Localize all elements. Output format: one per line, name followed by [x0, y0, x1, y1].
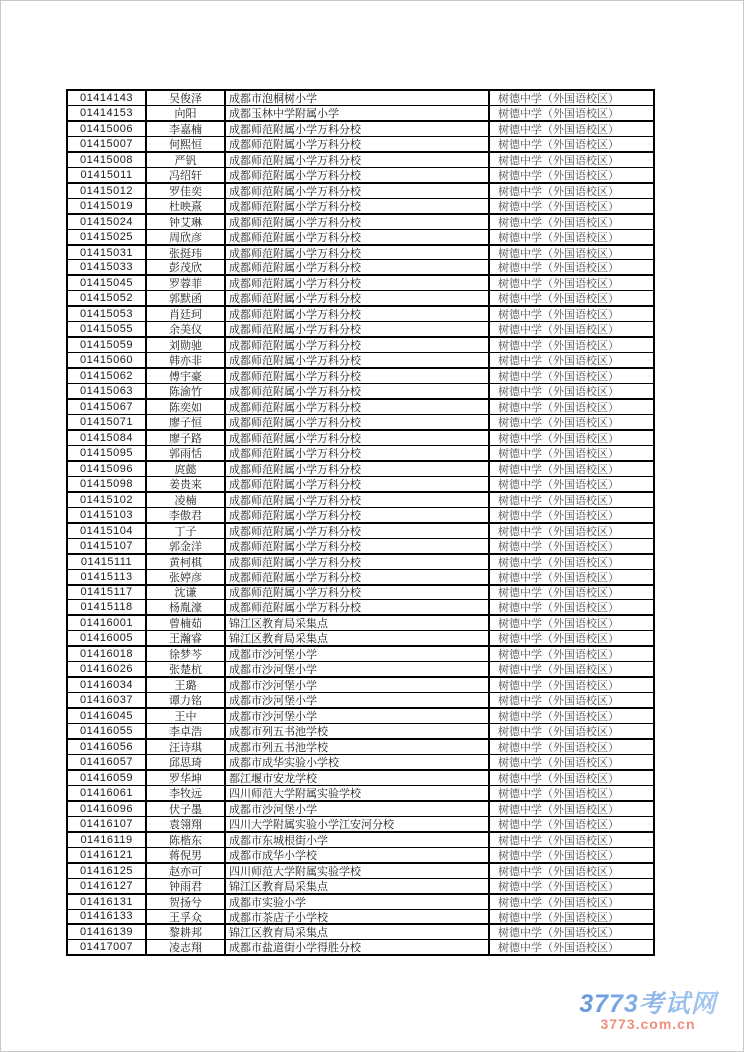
student-name-cell: 蒋倪男 — [147, 848, 226, 862]
table-row — [68, 400, 653, 415]
destination-cell: 树德中学（外国语校区） — [498, 169, 619, 182]
school-cell: 成都师范附属小学万科分校 — [226, 600, 490, 614]
student-name-cell: 张挺玮 — [147, 246, 226, 260]
school-cell: 成都市成华实验小学校 — [226, 755, 490, 769]
school-cell: 锦江区教育局采集点 — [226, 631, 490, 645]
school-cell: 成都师范附属小学万科分校 — [226, 137, 490, 151]
student-name-cell: 冯绍轩 — [147, 168, 226, 182]
student-id-cell: 01415071 — [68, 415, 147, 429]
school-cell: 四川师范大学附属实验学校 — [226, 786, 490, 800]
student-name-cell: 庹懿 — [147, 462, 226, 476]
destination-cell: 树德中学（外国语校区） — [498, 402, 619, 415]
table-row — [68, 848, 653, 864]
student-name-cell: 傅宇豪 — [147, 369, 226, 383]
school-cell: 成都市茶店子小学校 — [226, 910, 490, 924]
school-cell: 成都市沙河堡小学 — [226, 678, 490, 692]
destination-cell: 树德中学（外国语校区） — [498, 216, 619, 229]
school-cell: 成都师范附属小学万科分校 — [226, 477, 490, 491]
school-cell: 成都师范附属小学万科分校 — [226, 493, 490, 507]
school-cell: 成都师范附属小学万科分校 — [226, 415, 490, 429]
destination-cell: 树德中学（外国语校区） — [498, 803, 619, 816]
student-name-cell: 黎耕邦 — [147, 925, 226, 939]
destination-cell: 树德中学（外国语校区） — [498, 680, 619, 693]
table-row — [68, 864, 653, 879]
student-table — [66, 89, 655, 956]
school-cell: 成都师范附属小学万科分校 — [226, 384, 490, 398]
school-cell: 成都师范附属小学万科分校 — [226, 446, 490, 460]
student-name-cell: 罗蓉菲 — [147, 276, 226, 290]
student-name-cell: 何熙恒 — [147, 137, 226, 151]
student-name-cell: 王中 — [147, 709, 226, 723]
student-name-cell: 彭茂欣 — [147, 260, 226, 274]
student-id-cell: 01415031 — [68, 246, 147, 260]
destination-cell: 树德中学（外国语校区） — [498, 587, 619, 600]
student-name-cell: 肖廷珂 — [147, 307, 226, 321]
student-id-cell: 01415117 — [68, 586, 147, 600]
destination-cell: 树德中学（外国语校区） — [498, 618, 619, 631]
table-row — [68, 678, 653, 693]
student-id-cell: 01416119 — [68, 833, 147, 847]
student-id-cell: 01415111 — [68, 555, 147, 569]
school-cell: 成都师范附属小学万科分校 — [226, 246, 490, 260]
table-row — [68, 555, 653, 570]
destination-cell: 树德中学（外国语校区） — [498, 540, 619, 553]
destination-cell: 树德中学（外国语校区） — [498, 664, 619, 677]
school-cell: 成都师范附属小学万科分校 — [226, 524, 490, 538]
student-name-cell: 李卓浩 — [147, 724, 226, 738]
student-name-cell: 郭金洋 — [147, 539, 226, 553]
destination-cell: 树德中学（外国语校区） — [498, 880, 619, 893]
school-cell: 成都市实验小学 — [226, 895, 490, 909]
table-row — [68, 508, 653, 524]
student-name-cell: 王瀚睿 — [147, 631, 226, 645]
table-row — [68, 291, 653, 307]
table-row — [68, 199, 653, 215]
destination-cell: 树德中学（外国语校区） — [498, 772, 619, 785]
school-cell: 成都市沙河堡小学 — [226, 693, 490, 707]
school-cell: 成都市东城根街小学 — [226, 833, 490, 847]
student-name-cell: 徐梦芩 — [147, 647, 226, 661]
school-cell: 成都市沙河堡小学 — [226, 647, 490, 661]
destination-cell: 树德中学（外国语校区） — [498, 185, 619, 198]
student-id-cell: 01415059 — [68, 338, 147, 352]
destination-cell: 树德中学（外国语校区） — [498, 463, 619, 476]
table-row — [68, 524, 653, 539]
school-cell: 四川大学附属实验小学江安河分校 — [226, 817, 490, 831]
school-cell: 成都师范附属小学万科分校 — [226, 276, 490, 290]
table-row — [68, 246, 653, 261]
destination-cell: 树德中学（外国语校区） — [498, 911, 619, 924]
destination-cell: 树德中学（外国语校区） — [498, 942, 619, 955]
table-row — [68, 415, 653, 431]
table-row — [68, 493, 653, 508]
table-row — [68, 895, 653, 910]
student-id-cell: 01415096 — [68, 462, 147, 476]
student-id-cell: 01417007 — [68, 940, 147, 954]
destination-cell: 树德中学（外国语校区） — [498, 478, 619, 491]
student-name-cell: 周欣彦 — [147, 230, 226, 244]
watermark — [563, 991, 733, 1032]
student-name-cell: 姜贵来 — [147, 477, 226, 491]
student-name-cell: 丁子 — [147, 524, 226, 538]
student-name-cell: 钟艾琳 — [147, 215, 226, 229]
student-name-cell: 罗佳奕 — [147, 184, 226, 198]
school-cell: 成都师范附属小学万科分校 — [226, 400, 490, 414]
school-cell: 成都市成华小学校 — [226, 848, 490, 862]
student-name-cell: 张楚杭 — [147, 662, 226, 676]
student-name-cell: 汪诗琪 — [147, 740, 226, 754]
destination-cell: 树德中学（外国语校区） — [498, 818, 619, 831]
table-row — [68, 600, 653, 616]
destination-cell: 树德中学（外国语校区） — [498, 417, 619, 429]
watermark-domain: 3773.com.cn — [600, 1016, 696, 1032]
table-row — [68, 940, 653, 954]
destination-cell: 树德中学（外国语校区） — [498, 200, 619, 213]
student-id-cell: 01415063 — [68, 384, 147, 398]
table-row — [68, 771, 653, 786]
destination-cell: 树德中学（外国语校区） — [498, 787, 619, 800]
destination-cell: 树德中学（外国语校区） — [498, 231, 619, 244]
student-id-cell: 01416139 — [68, 925, 147, 939]
student-id-cell: 01415060 — [68, 353, 147, 367]
table-row — [68, 446, 653, 462]
destination-cell: 树德中学（外国语校区） — [498, 711, 619, 724]
student-name-cell: 贺扬兮 — [147, 895, 226, 909]
table-row — [68, 338, 653, 353]
destination-cell: 树德中学（外国语校区） — [498, 849, 619, 862]
student-name-cell: 黄柯棋 — [147, 555, 226, 569]
school-cell: 成都市沙河堡小学 — [226, 802, 490, 816]
student-name-cell: 刘勋驰 — [147, 338, 226, 352]
student-name-cell: 邱思琦 — [147, 755, 226, 769]
destination-cell: 树德中学（外国语校区） — [498, 123, 619, 136]
student-name-cell: 吴俊泽 — [147, 91, 226, 105]
student-id-cell: 01414153 — [68, 106, 147, 120]
table-row — [68, 910, 653, 926]
table-row — [68, 153, 653, 168]
student-id-cell: 01415025 — [68, 230, 147, 244]
destination-cell: 树德中学（外国语校区） — [498, 602, 619, 615]
table-row — [68, 786, 653, 802]
table-row — [68, 833, 653, 848]
school-cell: 成都市列五书池学校 — [226, 740, 490, 754]
student-name-cell: 李傲君 — [147, 508, 226, 522]
student-id-cell: 01415033 — [68, 260, 147, 274]
student-id-cell: 01415113 — [68, 570, 147, 584]
student-id-cell: 01416096 — [68, 802, 147, 816]
student-name-cell: 李嘉楠 — [147, 122, 226, 136]
school-cell: 成都师范附属小学万科分校 — [226, 431, 490, 445]
destination-cell: 树德中学（外国语校区） — [498, 927, 619, 940]
school-cell: 都江堰市安龙学校 — [226, 771, 490, 785]
student-name-cell: 钟雨君 — [147, 879, 226, 893]
school-cell: 成都市沙河堡小学 — [226, 662, 490, 676]
student-name-cell: 李牧远 — [147, 786, 226, 800]
school-cell: 成都师范附属小学万科分校 — [226, 184, 490, 198]
student-id-cell: 01415084 — [68, 431, 147, 445]
student-id-cell: 01415103 — [68, 508, 147, 522]
school-cell: 成都玉林中学附属小学 — [226, 106, 490, 120]
student-id-cell: 01415102 — [68, 493, 147, 507]
student-name-cell: 谭力铭 — [147, 693, 226, 707]
table-row — [68, 168, 653, 184]
student-id-cell: 01416131 — [68, 895, 147, 909]
student-id-cell: 01415095 — [68, 446, 147, 460]
destination-cell: 树德中学（外国语校区） — [498, 896, 619, 909]
student-name-cell: 郭默函 — [147, 291, 226, 305]
student-id-cell: 01415052 — [68, 291, 147, 305]
student-name-cell: 陈楷东 — [147, 833, 226, 847]
destination-cell: 树德中学（外国语校区） — [498, 525, 619, 538]
destination-cell: 树德中学（外国语校区） — [498, 107, 619, 120]
table-row — [68, 570, 653, 586]
student-id-cell: 01416121 — [68, 848, 147, 862]
student-name-cell: 杜映熹 — [147, 199, 226, 213]
student-name-cell: 陈渝竹 — [147, 384, 226, 398]
destination-cell: 树德中学（外国语校区） — [498, 247, 619, 260]
student-id-cell: 01415008 — [68, 153, 147, 167]
school-cell: 成都师范附属小学万科分校 — [226, 168, 490, 182]
school-cell: 成都师范附属小学万科分校 — [226, 122, 490, 136]
table-row — [68, 462, 653, 477]
school-cell: 成都师范附属小学万科分校 — [226, 369, 490, 383]
table-row — [68, 539, 653, 555]
student-id-cell: 01416061 — [68, 786, 147, 800]
student-name-cell: 凌志翔 — [147, 940, 226, 954]
student-name-cell: 王孚众 — [147, 910, 226, 924]
student-id-cell: 01416055 — [68, 724, 147, 738]
table-row — [68, 817, 653, 833]
student-name-cell: 杨胤濠 — [147, 600, 226, 614]
table-row — [68, 260, 653, 276]
student-id-cell: 01416107 — [68, 817, 147, 831]
table-row — [68, 879, 653, 895]
school-cell: 成都师范附属小学万科分校 — [226, 199, 490, 213]
student-name-cell: 赵亦可 — [147, 864, 226, 878]
student-id-cell: 01415107 — [68, 539, 147, 553]
student-name-cell: 韩亦非 — [147, 353, 226, 367]
student-name-cell: 郭雨恬 — [147, 446, 226, 460]
table-row — [68, 184, 653, 199]
school-cell: 成都师范附属小学万科分校 — [226, 291, 490, 305]
student-id-cell: 01416001 — [68, 616, 147, 630]
table-row — [68, 740, 653, 755]
school-cell: 成都师范附属小学万科分校 — [226, 322, 490, 336]
table-row — [68, 724, 653, 740]
student-id-cell: 01415011 — [68, 168, 147, 182]
destination-cell: 树德中学（外国语校区） — [498, 386, 619, 399]
destination-cell: 树德中学（外国语校区） — [498, 556, 619, 569]
student-name-cell: 曾楠茹 — [147, 616, 226, 630]
destination-cell: 树德中学（外国语校区） — [498, 293, 619, 306]
student-id-cell: 01414143 — [68, 91, 147, 105]
student-name-cell: 廖子路 — [147, 431, 226, 445]
destination-cell: 树德中学（外国语校区） — [498, 509, 619, 522]
destination-cell: 树德中学（外国语校区） — [498, 371, 619, 384]
student-id-cell: 01416059 — [68, 771, 147, 785]
student-id-cell: 01415062 — [68, 369, 147, 383]
table-row — [68, 215, 653, 230]
table-row — [68, 276, 653, 291]
student-name-cell: 袁翎翔 — [147, 817, 226, 831]
table-row — [68, 322, 653, 338]
student-id-cell: 01416125 — [68, 864, 147, 878]
table-row — [68, 106, 653, 122]
school-cell: 成都市盐道街小学得胜分校 — [226, 940, 490, 954]
school-cell: 成都师范附属小学万科分校 — [226, 462, 490, 476]
student-id-cell: 01416037 — [68, 693, 147, 707]
table-row — [68, 709, 653, 724]
school-cell: 成都师范附属小学万科分校 — [226, 153, 490, 167]
destination-cell: 树德中学（外国语校区） — [498, 340, 619, 353]
destination-cell: 树德中学（外国语校区） — [498, 865, 619, 878]
table-row — [68, 802, 653, 817]
school-cell: 成都市列五书池学校 — [226, 724, 490, 738]
student-id-cell: 01415006 — [68, 122, 147, 136]
school-cell: 成都师范附属小学万科分校 — [226, 353, 490, 367]
destination-cell: 树德中学（外国语校区） — [498, 92, 619, 105]
destination-cell: 树德中学（外国语校区） — [498, 494, 619, 507]
destination-cell: 树德中学（外国语校区） — [498, 649, 619, 662]
school-cell: 成都师范附属小学万科分校 — [226, 586, 490, 600]
school-cell: 成都师范附属小学万科分校 — [226, 260, 490, 274]
student-id-cell: 01416127 — [68, 879, 147, 893]
student-id-cell: 01415007 — [68, 137, 147, 151]
table-row — [68, 925, 653, 940]
table-row — [68, 662, 653, 678]
student-id-cell: 01415024 — [68, 215, 147, 229]
student-id-cell: 01416018 — [68, 647, 147, 661]
student-name-cell: 陈奕如 — [147, 400, 226, 414]
table-row — [68, 230, 653, 246]
student-name-cell: 向阳 — [147, 106, 226, 120]
destination-cell: 树德中学（外国语校区） — [498, 726, 619, 739]
destination-cell: 树德中学（外国语校区） — [498, 278, 619, 291]
student-name-cell: 严钒 — [147, 153, 226, 167]
table-row — [68, 631, 653, 647]
destination-cell: 树德中学（外国语校区） — [498, 324, 619, 337]
destination-cell: 树德中学（外国语校区） — [498, 742, 619, 754]
student-id-cell: 01416034 — [68, 678, 147, 692]
school-cell: 成都师范附属小学万科分校 — [226, 570, 490, 584]
destination-cell: 树德中学（外国语校区） — [498, 309, 619, 322]
destination-cell: 树德中学（外国语校区） — [498, 633, 619, 646]
table-row — [68, 755, 653, 771]
student-id-cell: 01416005 — [68, 631, 147, 645]
school-cell: 成都市沙河堡小学 — [226, 709, 490, 723]
student-id-cell: 01416133 — [68, 910, 147, 924]
table-row — [68, 91, 653, 106]
destination-cell: 树德中学（外国语校区） — [498, 834, 619, 847]
destination-cell: 树德中学（外国语校区） — [498, 695, 619, 708]
table-row — [68, 307, 653, 322]
table-row — [68, 647, 653, 662]
school-cell: 成都师范附属小学万科分校 — [226, 230, 490, 244]
student-name-cell: 余美仪 — [147, 322, 226, 336]
student-id-cell: 01416056 — [68, 740, 147, 754]
table-row — [68, 616, 653, 631]
school-cell: 成都师范附属小学万科分校 — [226, 338, 490, 352]
student-id-cell: 01415019 — [68, 199, 147, 213]
student-name-cell: 张婷彦 — [147, 570, 226, 584]
student-id-cell: 01415012 — [68, 184, 147, 198]
destination-cell: 树德中学（外国语校区） — [498, 138, 619, 151]
student-id-cell: 01415118 — [68, 600, 147, 614]
table-row — [68, 477, 653, 493]
destination-cell: 树德中学（外国语校区） — [498, 355, 619, 368]
watermark-site-name: 3773考试网 — [563, 991, 733, 1017]
destination-cell: 树德中学（外国语校区） — [498, 154, 619, 167]
student-name-cell: 沈谦 — [147, 586, 226, 600]
destination-cell: 树德中学（外国语校区） — [498, 432, 619, 445]
destination-cell: 树德中学（外国语校区） — [498, 447, 619, 460]
table-row — [68, 431, 653, 446]
school-cell: 锦江区教育局采集点 — [226, 879, 490, 893]
student-name-cell: 王璐 — [147, 678, 226, 692]
table-row — [68, 384, 653, 400]
school-cell: 四川师范大学附属实验学校 — [226, 864, 490, 878]
student-id-cell: 01415045 — [68, 276, 147, 290]
destination-cell: 树德中学（外国语校区） — [498, 571, 619, 584]
student-id-cell: 01415055 — [68, 322, 147, 336]
table-row — [68, 369, 653, 384]
school-cell: 成都师范附属小学万科分校 — [226, 307, 490, 321]
student-name-cell: 罗华坤 — [147, 771, 226, 785]
table-row — [68, 353, 653, 369]
student-name-cell: 伏子墨 — [147, 802, 226, 816]
table-row — [68, 586, 653, 601]
table-row — [68, 122, 653, 137]
student-id-cell: 01416026 — [68, 662, 147, 676]
student-name-cell: 凌楠 — [147, 493, 226, 507]
school-cell: 锦江区教育局采集点 — [226, 925, 490, 939]
school-cell: 锦江区教育局采集点 — [226, 616, 490, 630]
destination-cell: 树德中学（外国语校区） — [498, 756, 619, 769]
school-cell: 成都师范附属小学万科分校 — [226, 539, 490, 553]
student-id-cell: 01416057 — [68, 755, 147, 769]
student-name-cell: 廖子恒 — [147, 415, 226, 429]
student-id-cell: 01415104 — [68, 524, 147, 538]
school-cell: 成都师范附属小学万科分校 — [226, 215, 490, 229]
school-cell: 成都师范附属小学万科分校 — [226, 508, 490, 522]
student-id-cell: 01416045 — [68, 709, 147, 723]
school-cell: 成都市泡桐树小学 — [226, 91, 490, 105]
student-id-cell: 01415098 — [68, 477, 147, 491]
student-id-cell: 01415067 — [68, 400, 147, 414]
destination-cell: 树德中学（外国语校区） — [498, 262, 619, 275]
student-id-cell: 01415053 — [68, 307, 147, 321]
table-row — [68, 137, 653, 153]
table-row — [68, 693, 653, 709]
school-cell: 成都师范附属小学万科分校 — [226, 555, 490, 569]
